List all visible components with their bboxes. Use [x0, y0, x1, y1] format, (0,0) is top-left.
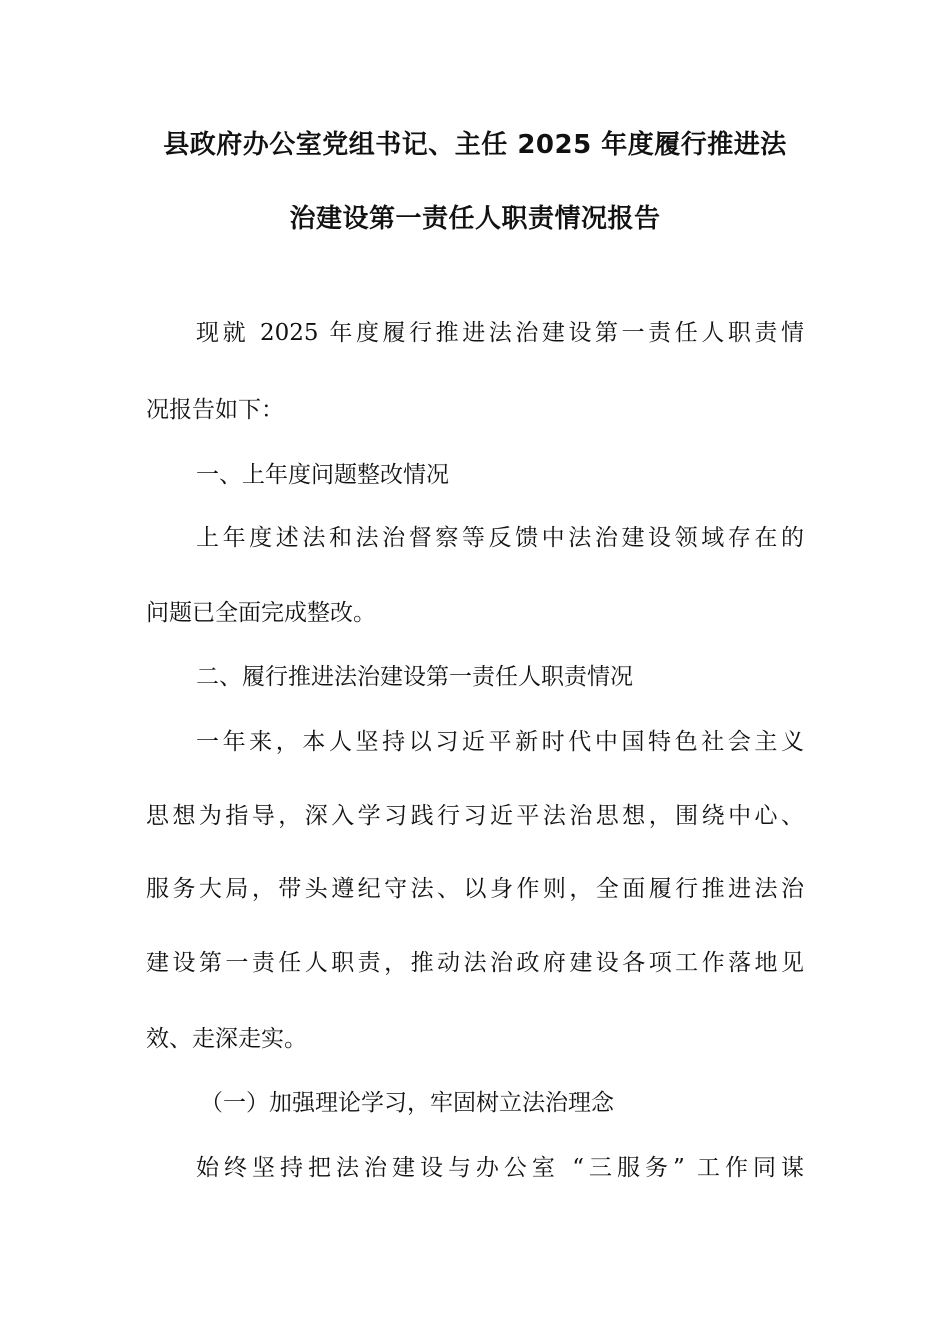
section-1-heading: 一、上年度问题整改情况 — [196, 462, 449, 488]
subsection-1-paragraph-line-1: 始终坚持把法治建设与办公室 “三服务” 工作同谋 — [196, 1155, 804, 1181]
intro-paragraph-line-1: 现就 2025 年度履行推进法治建设第一责任人职责情 — [196, 320, 804, 346]
section-2-paragraph-line-2: 思想为指导，深入学习践行习近平法治思想，围绕中心、 — [146, 803, 804, 829]
section-1-paragraph-line-1: 上年度述法和法治督察等反馈中法治建设领域存在的 — [196, 525, 804, 551]
section-2-paragraph-line-3: 服务大局，带头遵纪守法、以身作则，全面履行推进法治 — [146, 876, 804, 902]
section-1-paragraph-line-2: 问题已全面完成整改。 — [146, 600, 376, 626]
section-2-heading: 二、履行推进法治建设第一责任人职责情况 — [196, 664, 633, 690]
intro-paragraph-line-2: 况报告如下： — [146, 397, 284, 423]
section-2-paragraph-line-1: 一年来，本人坚持以习近平新时代中国特色社会主义 — [196, 729, 804, 755]
subsection-1-heading: （一）加强理论学习，牢固树立法治理念 — [200, 1090, 614, 1116]
section-2-paragraph-line-4: 建设第一责任人职责，推动法治政府建设各项工作落地见 — [146, 950, 804, 976]
document-title-line-2: 治建设第一责任人职责情况报告 — [289, 204, 661, 234]
section-2-paragraph-line-5: 效、走深走实。 — [146, 1026, 307, 1052]
document-title-line-1: 县政府办公室党组书记、主任 2025 年度履行推进法 — [163, 130, 787, 160]
